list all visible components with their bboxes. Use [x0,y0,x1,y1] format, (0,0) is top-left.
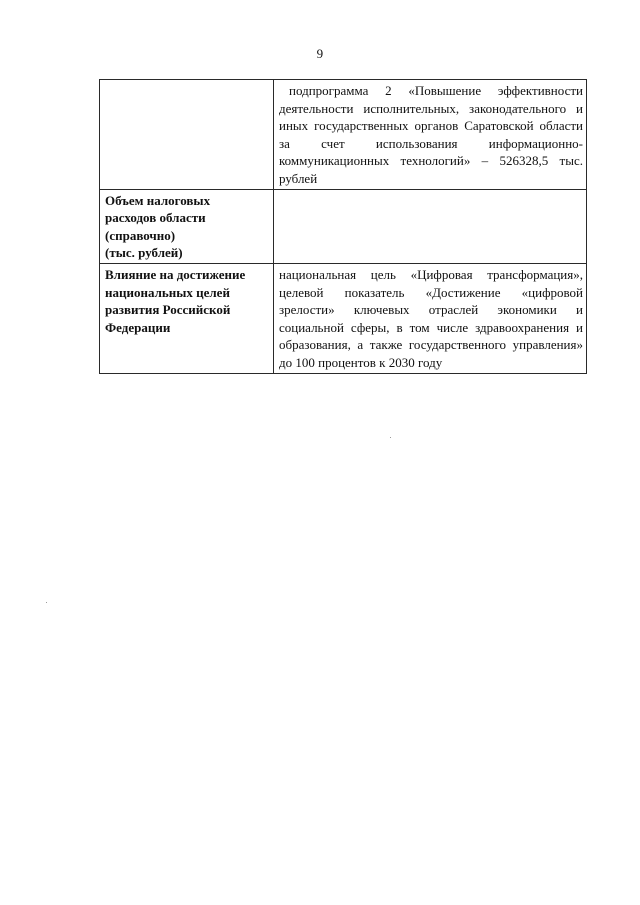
subprogram-2-funding-text: подпрограмма 2 «Повышение эффективности деятельности исполнительных, законодательного и иных государственных органов Саратовской области за счет использования информационно-коммуникационных технологий» – 526328,5 тыс. рублей [274,80,587,190]
label-line: (справочно) [105,227,176,243]
label-line: Федерации [105,319,171,335]
national-goals-label [100,263,274,373]
label-line: Объем налоговых [105,192,211,208]
table-row [100,189,587,263]
label-line: расходов области [105,210,206,226]
page-number: 9 [316,46,324,61]
program-passport-table [99,79,587,374]
label-line: развития Российской [105,302,231,318]
label-line: (тыс. рублей) [105,245,183,261]
tax-expenditure-label [100,189,274,263]
national-goals-value: национальная цель «Цифровая трансформация», целевой показатель «Достижение «цифровой зрелости» ключевых отраслей экономики и социальной сферы, в том числе здравоохранения и образования, а также государственного управления» до 100 процентов к 2030 году [274,263,587,373]
table-row [100,263,587,373]
scan-speck [390,437,391,438]
scan-speck [46,602,47,603]
label-line: Влияние на достижение [105,266,246,282]
label-line: национальных целей [105,284,230,300]
row-label-empty [100,80,274,190]
tax-expenditure-value [274,189,587,263]
table-row [100,80,587,190]
